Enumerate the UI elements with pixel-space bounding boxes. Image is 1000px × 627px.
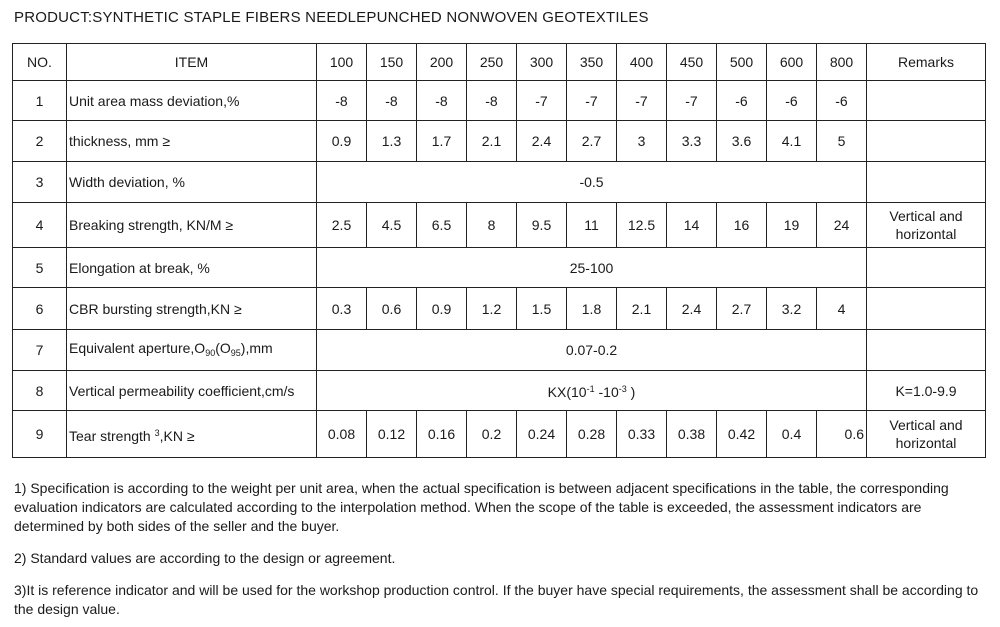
cell-value: -6	[717, 81, 767, 121]
cell-value: -6	[767, 81, 817, 121]
cell-value: 1.7	[417, 121, 467, 162]
header-spec: 400	[617, 44, 667, 81]
item-text: ),mm	[240, 339, 273, 356]
item-text: (O	[215, 339, 231, 356]
cell-value: 0.33	[617, 411, 667, 458]
header-spec: 250	[467, 44, 517, 81]
cell-value: 3	[617, 121, 667, 162]
cell-value: 12.5	[617, 203, 667, 248]
cell-value: 2.4	[517, 121, 567, 162]
row-no: 7	[13, 330, 67, 371]
cell-value: -7	[617, 81, 667, 121]
header-spec: 300	[517, 44, 567, 81]
cell-value: 9.5	[517, 203, 567, 248]
table-row	[13, 162, 986, 203]
cell-value: 3.2	[767, 288, 817, 330]
merged-value: -0.5	[317, 162, 867, 203]
row-remark	[867, 121, 986, 162]
cell-value: -8	[367, 81, 417, 121]
cell-value: 19	[767, 203, 817, 248]
header-spec: 350	[567, 44, 617, 81]
cell-value: 0.6	[817, 411, 867, 458]
value-text: )	[626, 384, 636, 400]
table-row	[13, 81, 986, 121]
footnote-3: 3)It is reference indicator and will be used for the workshop production control. If the buyer have special requirements, the assessment shall be according to the design value.	[14, 582, 979, 617]
cell-value: 2.5	[317, 203, 367, 248]
cell-value: 0.4	[767, 411, 817, 458]
row-remark	[867, 411, 986, 458]
cell-value: 0.28	[567, 411, 617, 458]
row-no: 9	[13, 411, 67, 458]
table-row	[13, 203, 986, 248]
cell-value: 16	[717, 203, 767, 248]
row-remark	[867, 330, 986, 371]
document-title: PRODUCT:SYNTHETIC STAPLE FIBERS NEEDLEPUNCHED NONWOVEN GEOTEXTILES	[14, 9, 649, 26]
cell-value: 2.7	[567, 121, 617, 162]
cell-value: 11	[567, 203, 617, 248]
header-remarks: Remarks	[867, 44, 986, 81]
cell-value: 0.3	[317, 288, 367, 330]
merged-value: 0.07-0.2	[317, 330, 867, 371]
remark-line: horizontal	[895, 226, 957, 242]
cell-value: 1.2	[467, 288, 517, 330]
cell-value: 6.5	[417, 203, 467, 248]
cell-value: 1.8	[567, 288, 617, 330]
row-item: Width deviation, %	[67, 162, 317, 203]
row-no: 5	[13, 248, 67, 288]
cell-value: -6	[817, 81, 867, 121]
cell-value: 4.1	[767, 121, 817, 162]
item-subscript: 90	[205, 347, 216, 358]
footnote-2: 2) Standard values are according to the design or agreement.	[14, 550, 396, 566]
cell-value: 0.9	[417, 288, 467, 330]
row-item	[67, 330, 317, 371]
row-remark	[867, 203, 986, 248]
cell-value: -7	[567, 81, 617, 121]
cell-value: 0.08	[317, 411, 367, 458]
item-subscript: 95	[230, 347, 241, 358]
cell-value: 0.38	[667, 411, 717, 458]
cell-value: 2.7	[717, 288, 767, 330]
row-remark: K=1.0-9.9	[867, 371, 986, 411]
footnote-1: 1) Specification is according to the weight per unit area, when the actual specification is between adjacent specifications in the table, the corresponding evaluation indicators are calculated according to the interpolation method. When the scope of the table is exceeded, the assessment indicators are determined by both sides of the seller and the buyer.	[14, 480, 949, 534]
cell-value: 0.42	[717, 411, 767, 458]
value-text: KX(10	[547, 384, 587, 400]
cell-value: 0.24	[517, 411, 567, 458]
row-item: Unit area mass deviation,%	[67, 81, 317, 121]
cell-value: -7	[667, 81, 717, 121]
cell-value: -8	[467, 81, 517, 121]
cell-value: 8	[467, 203, 517, 248]
header-spec: 800	[817, 44, 867, 81]
item-superscript: 3	[154, 427, 160, 438]
row-item: CBR bursting strength,KN ≥	[67, 288, 317, 330]
value-superscript: -3	[618, 384, 627, 394]
cell-value: -8	[317, 81, 367, 121]
row-remark	[867, 288, 986, 330]
row-remark	[867, 162, 986, 203]
cell-value: -7	[517, 81, 567, 121]
merged-value: 25-100	[317, 248, 867, 288]
row-item: Elongation at break, %	[67, 248, 317, 288]
row-no: 1	[13, 81, 67, 121]
cell-value: 0.6	[367, 288, 417, 330]
cell-value: 0.2	[467, 411, 517, 458]
table-row	[13, 330, 986, 371]
value-text: -10	[594, 384, 619, 400]
header-spec: 600	[767, 44, 817, 81]
cell-value: 2.4	[667, 288, 717, 330]
cell-value: 0.16	[417, 411, 467, 458]
cell-value: 2.1	[467, 121, 517, 162]
cell-value: 24	[817, 203, 867, 248]
spec-table	[12, 43, 986, 458]
table-row	[13, 121, 986, 162]
header-row	[13, 44, 986, 81]
item-text: ,KN ≥	[159, 427, 195, 444]
header-spec: 200	[417, 44, 467, 81]
row-remark	[867, 81, 986, 121]
row-no: 3	[13, 162, 67, 203]
table-row	[13, 411, 986, 458]
cell-value: 2.1	[617, 288, 667, 330]
cell-value: 1.3	[367, 121, 417, 162]
row-item: thickness, mm ≥	[67, 121, 317, 162]
header-spec: 450	[667, 44, 717, 81]
row-no: 2	[13, 121, 67, 162]
cell-value: 5	[817, 121, 867, 162]
table-row	[13, 371, 986, 411]
item-text: Tear strength	[69, 427, 155, 444]
row-no: 8	[13, 371, 67, 411]
table-row	[13, 288, 986, 330]
header-item: ITEM	[67, 44, 317, 81]
row-remark	[867, 248, 986, 288]
row-no: 4	[13, 203, 67, 248]
value-superscript: -1	[586, 384, 595, 394]
remark-line: horizontal	[895, 435, 957, 451]
row-item	[67, 411, 317, 458]
cell-value: 0.9	[317, 121, 367, 162]
header-spec: 100	[317, 44, 367, 81]
item-text: Equivalent aperture,O	[69, 339, 206, 356]
table-row	[13, 248, 986, 288]
row-no: 6	[13, 288, 67, 330]
remark-line: Vertical and	[889, 417, 963, 433]
cell-value: 3.6	[717, 121, 767, 162]
footnotes	[14, 479, 986, 619]
cell-value: -8	[417, 81, 467, 121]
header-spec: 150	[367, 44, 417, 81]
merged-value	[317, 371, 867, 411]
header-no: NO.	[13, 44, 67, 81]
header-spec: 500	[717, 44, 767, 81]
row-item: Breaking strength, KN/M ≥	[67, 203, 317, 248]
cell-value: 0.12	[367, 411, 417, 458]
cell-value: 4	[817, 288, 867, 330]
cell-value: 14	[667, 203, 717, 248]
cell-value: 4.5	[367, 203, 417, 248]
cell-value: 1.5	[517, 288, 567, 330]
cell-value: 3.3	[667, 121, 717, 162]
row-item: Vertical permeability coefficient,cm/s	[67, 371, 317, 411]
remark-line: Vertical and	[889, 208, 963, 224]
